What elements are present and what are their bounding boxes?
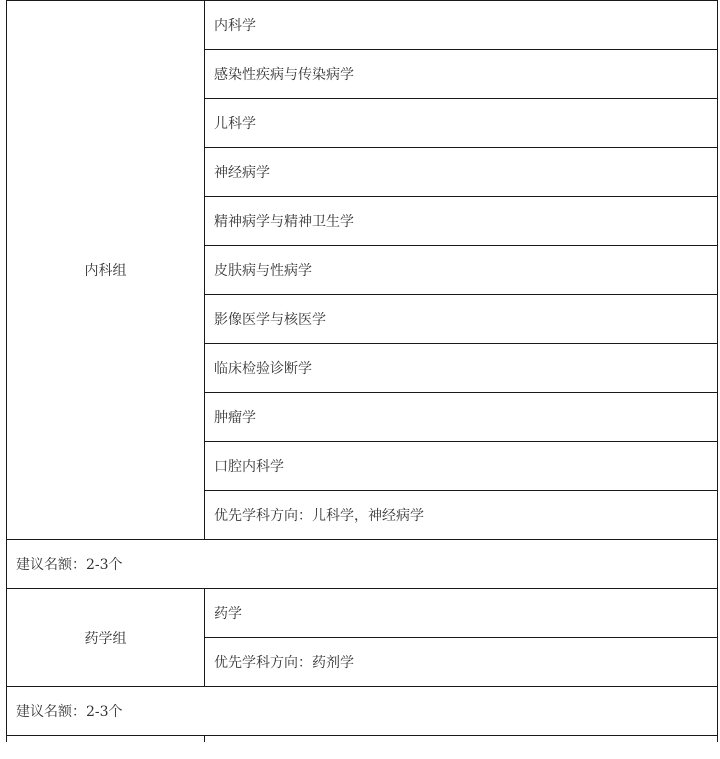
group-name-cell: 内科组 — [7, 1, 205, 540]
table-row — [7, 736, 718, 742]
priority-direction: 优先学科方向：儿科学，神经病学 — [205, 491, 718, 540]
table-row — [7, 1, 718, 50]
priority-direction: 优先学科方向：药剂学 — [205, 638, 718, 687]
discipline-item: 口腔内科学 — [205, 442, 718, 491]
discipline-item: 临床检验诊断学 — [205, 344, 718, 393]
table-row — [7, 540, 718, 589]
discipline-item: 影像医学与核医学 — [205, 295, 718, 344]
quota-note: 建议名额：2-3个 — [7, 687, 718, 736]
discipline-item: 神经病学 — [205, 148, 718, 197]
discipline-item: 感染性疾病与传染病学 — [205, 50, 718, 99]
discipline-item: 皮肤病与性病学 — [205, 246, 718, 295]
next-group-cell — [7, 736, 205, 742]
discipline-item: 儿科学 — [205, 99, 718, 148]
discipline-item: 内科学 — [205, 1, 718, 50]
quota-note: 建议名额：2-3个 — [7, 540, 718, 589]
next-item-cell — [205, 736, 718, 742]
table-row — [7, 589, 718, 638]
allocation-table — [6, 0, 718, 742]
discipline-item: 药学 — [205, 589, 718, 638]
discipline-item: 肿瘤学 — [205, 393, 718, 442]
group-name-cell: 药学组 — [7, 589, 205, 687]
discipline-item: 精神病学与精神卫生学 — [205, 197, 718, 246]
table-row — [7, 687, 718, 736]
